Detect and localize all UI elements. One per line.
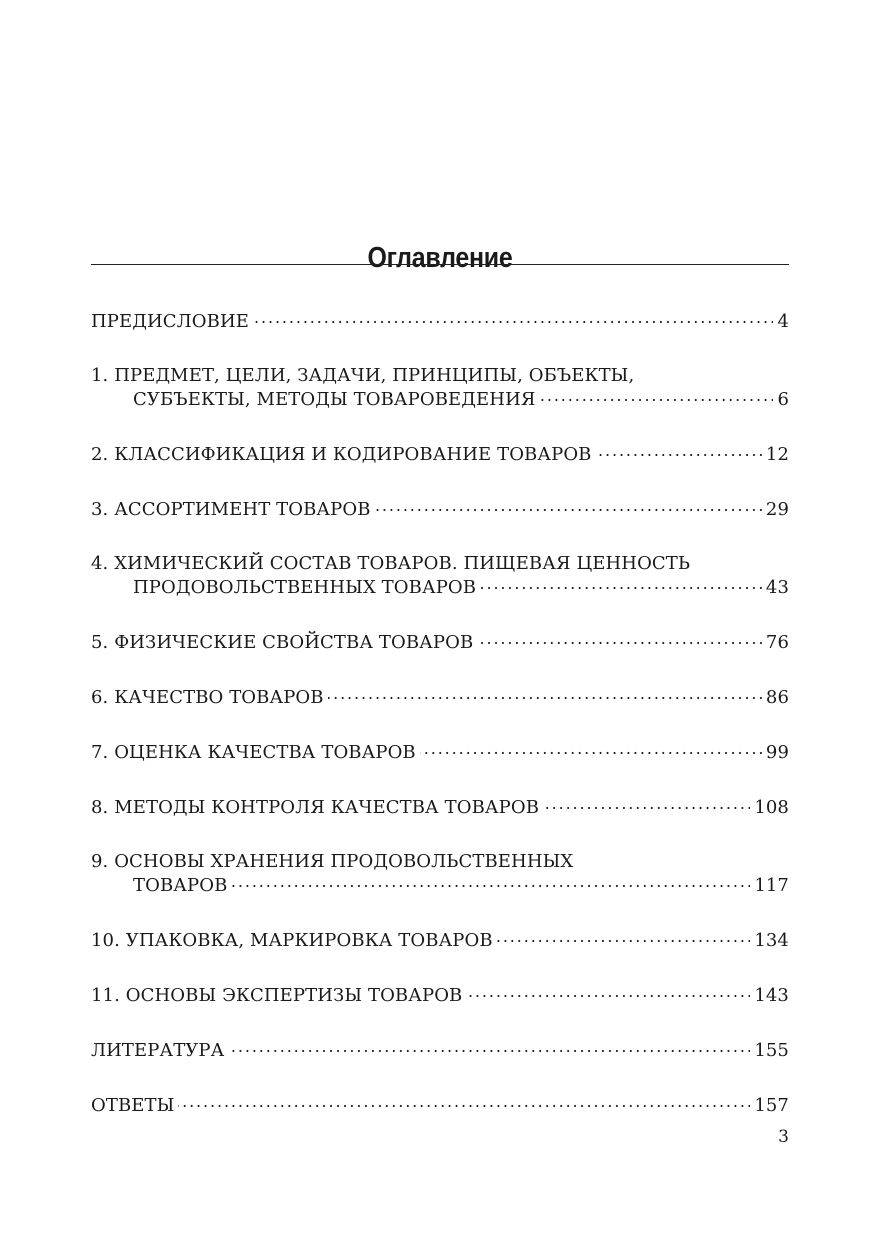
- dot-leader: [466, 983, 750, 1001]
- toc-entry-title: 7. ОЦЕНКА КАЧЕСТВА ТОВАРОВ: [91, 742, 416, 763]
- toc-entry[interactable]: [91, 1093, 789, 1117]
- toc-page: [91, 0, 789, 1240]
- toc-entry-page-number: 86: [765, 687, 789, 708]
- toc-entry-line-last: [91, 309, 789, 333]
- toc-entry-page-number: 4: [777, 311, 789, 332]
- toc-entry-title: 10. УПАКОВКА, МАРКИРОВКА ТОВАРОВ: [91, 930, 493, 951]
- dot-leader: [543, 795, 750, 813]
- toc-entry[interactable]: [91, 497, 789, 521]
- toc-entry-title: 9. ОСНОВЫ ХРАНЕНИЯ ПРОДОВОЛЬСТВЕННЫХ: [91, 851, 574, 872]
- toc-entry-title: 6. КАЧЕСТВО ТОВАРОВ: [91, 687, 324, 708]
- toc-entry-line: [91, 850, 789, 873]
- toc-entry[interactable]: [91, 685, 789, 709]
- toc-entry[interactable]: [91, 442, 789, 466]
- toc-entry[interactable]: [91, 795, 789, 819]
- toc-entry-title: ОТВЕТЫ: [91, 1095, 175, 1116]
- toc-entry[interactable]: [91, 1038, 789, 1062]
- toc-entry-page-number: 157: [754, 1095, 789, 1116]
- toc-entry-page-number: 29: [765, 499, 789, 520]
- toc-entry-title: 11. ОСНОВЫ ЭКСПЕРТИЗЫ ТОВАРОВ: [91, 985, 463, 1006]
- toc-entry-line-last: [91, 575, 789, 599]
- toc-entry-title: СУБЪЕКТЫ, МЕТОДЫ ТОВАРОВЕДЕНИЯ: [133, 389, 536, 410]
- toc-entry-line-last: [91, 873, 789, 897]
- toc-entry-page-number: 6: [777, 389, 789, 410]
- toc-entry-line-last: [91, 630, 789, 654]
- page-number: 3: [778, 1127, 789, 1147]
- toc-entry-line-last: [91, 1093, 789, 1117]
- toc-entry-title: 8. МЕТОДЫ КОНТРОЛЯ КАЧЕСТВА ТОВАРОВ: [91, 797, 540, 818]
- toc-entry-line-last: [91, 928, 789, 952]
- toc-entry-title: ПРОДОВОЛЬСТВЕННЫХ ТОВАРОВ: [133, 577, 477, 598]
- toc-entry-page-number: 99: [765, 742, 789, 763]
- toc-entry-line-last: [91, 442, 789, 466]
- toc-entry-page-number: 108: [754, 797, 789, 818]
- dot-leader: [420, 740, 762, 758]
- toc-entry-page-number: 12: [765, 444, 789, 465]
- toc-entry-page-number: 143: [754, 985, 789, 1006]
- dot-leader: [253, 309, 773, 327]
- toc-entry-title: 5. ФИЗИЧЕСКИЕ СВОЙСТВА ТОВАРОВ: [91, 632, 474, 653]
- toc-entry-line-last: [91, 795, 789, 819]
- toc-entry-line-last: [91, 740, 789, 764]
- toc-entry-line-last: [91, 1038, 789, 1062]
- toc-entry-title: 1. ПРЕДМЕТ, ЦЕЛИ, ЗАДАЧИ, ПРИНЦИПЫ, ОБЪЕКТЫ,: [91, 365, 635, 386]
- toc-entry-title: 3. АССОРТИМЕНТ ТОВАРОВ: [91, 499, 371, 520]
- dot-leader: [231, 873, 750, 891]
- toc-entry-page-number: 43: [765, 577, 789, 598]
- toc-entry-page-number: 155: [754, 1040, 789, 1061]
- dot-leader: [375, 497, 762, 515]
- toc-entry[interactable]: [91, 928, 789, 952]
- dot-leader: [596, 442, 762, 460]
- toc-entry[interactable]: [91, 740, 789, 764]
- toc-entry-title: 4. ХИМИЧЕСКИЙ СОСТАВ ТОВАРОВ. ПИЩЕВАЯ ЦЕННОСТЬ: [91, 553, 691, 574]
- toc-entry[interactable]: [91, 364, 789, 411]
- page-title: Оглавление: [367, 242, 513, 275]
- toc-entry-page-number: 76: [765, 632, 789, 653]
- dot-leader: [228, 1038, 750, 1056]
- dot-leader: [178, 1093, 750, 1111]
- toc-entry-title: ПРЕДИСЛОВИЕ: [91, 311, 249, 332]
- toc-entry-title: ЛИТЕРАТУРА: [91, 1040, 225, 1061]
- toc-entry-line: [91, 552, 789, 575]
- dot-leader: [328, 685, 762, 703]
- toc-entry-line-last: [91, 387, 789, 411]
- toc-entry[interactable]: [91, 552, 789, 599]
- toc-entry[interactable]: [91, 983, 789, 1007]
- toc-entry-page-number: 134: [754, 930, 789, 951]
- title-divider: [91, 264, 789, 265]
- toc-entry-line-last: [91, 497, 789, 521]
- toc-entry-title: ТОВАРОВ: [133, 875, 228, 896]
- toc-entry[interactable]: [91, 309, 789, 333]
- toc-entry[interactable]: [91, 850, 789, 897]
- dot-leader: [540, 387, 774, 405]
- dot-leader: [480, 575, 762, 593]
- toc-entry[interactable]: [91, 630, 789, 654]
- dot-leader: [477, 630, 762, 648]
- toc-entry-line: [91, 364, 789, 387]
- toc-entry-page-number: 117: [754, 875, 789, 896]
- toc-entry-line-last: [91, 685, 789, 709]
- toc-list: [91, 309, 789, 1117]
- dot-leader: [497, 928, 751, 946]
- toc-entry-title: 2. КЛАССИФИКАЦИЯ И КОДИРОВАНИЕ ТОВАРОВ: [91, 444, 592, 465]
- toc-entry-line-last: [91, 983, 789, 1007]
